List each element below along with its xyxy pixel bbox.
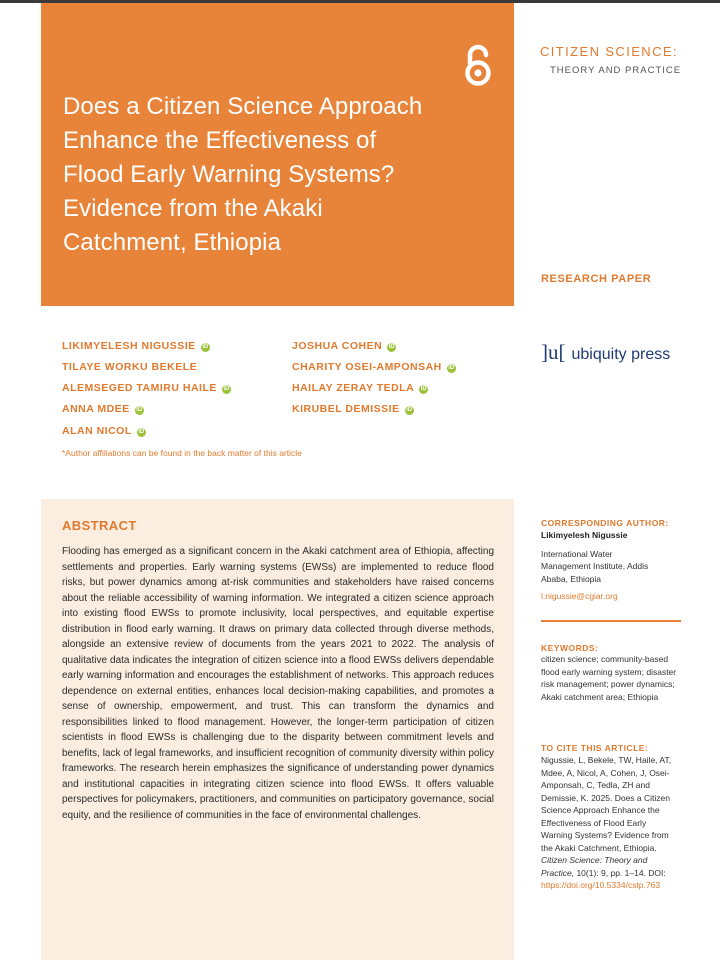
orcid-icon[interactable]: iD [388,344,395,350]
corresponding-author-heading: CORRESPONDING AUTHOR: [541,518,669,528]
journal-name: CITIZEN SCIENCE: [540,44,678,59]
author-name: TILAYE WORKU BEKELE [62,361,198,373]
author-name: LIKIMYELESH NIGUSSIE [62,340,196,352]
keywords-heading: KEYWORDS: [541,643,599,653]
citation-volume: 10(1): 9, pp. 1–14. DOI: [576,867,666,878]
keywords-section [541,643,691,703]
corresponding-author-affiliation: International Water Management Institute, Addis Ababa, Ethiopia [541,548,649,584]
citation-body: Nigussie, L, Bekele, TW, Haile, AT, Mdee, A, Nicol, A, Cohen, J, Osei-Amponsah, C, Tedla, ZH and Demissie, K. 2025. Does a Citizen Science Approach Enhance the Effectiveness of Flood Early Warning Systems? Evidence from the Akaki Catchment, Ethiopia. [541,755,672,853]
author-name: KIRUBEL DEMISSIE [292,403,400,415]
citation-text [541,754,675,892]
author-name: HAILAY ZERAY TEDLA [292,382,415,394]
author-name: ANNA MDEE [62,403,130,415]
article-title: Does a Citizen Science Approach Enhance the Effectiveness of Flood Early Warning Systems? Evidence from the Akaki Catchment, Ethiopia [63,93,423,256]
corresponding-author-email[interactable]: l.nigussie@cgiar.org [541,591,618,601]
open-access-icon [461,44,495,88]
orcid-icon[interactable]: iD [136,407,143,413]
citation-heading: TO CITE THIS ARTICLE: [541,743,649,753]
author-name: JOSHUA COHEN [292,340,383,352]
publisher-logo[interactable] [541,340,670,365]
author-name: CHARITY OSEI-AMPONSAH [292,361,442,373]
citation-doi-link[interactable]: https://doi.org/10.5334/cstp.763 [541,880,661,890]
corresponding-author-name: Likimyelesh Nigussie [541,530,628,540]
author-item[interactable] [62,340,210,352]
citation-section [541,743,691,892]
orcid-icon[interactable]: iD [223,386,230,392]
orcid-icon[interactable]: iD [448,365,455,371]
orcid-icon[interactable]: iD [202,344,209,350]
orcid-icon[interactable]: iD [420,386,427,392]
ubiquity-logo-mark: ]u[ [541,340,566,364]
author-name: ALAN NICOL [62,425,132,437]
keywords-text: citizen science; community-based flood early warning system; disaster risk management; power dynamics; Akaki catchment area; Ethiopia [541,654,677,702]
author-item[interactable] [292,382,428,394]
journal-subtitle: THEORY AND PRACTICE [550,65,682,76]
corresponding-author-section [541,518,691,603]
author-item[interactable] [62,425,146,437]
citation-journal: Citizen Science: Theory and Practice, [541,855,648,878]
author-item[interactable] [62,361,197,373]
abstract-text: Flooding has emerged as a significant concern in the Akaki catchment area of Ethiopia, affecting settlements and properties. Early warning systems (EWSs) are implemented to reduce flood risks, but power dynamics among at-risk communities and stakeholders have raised concerns about the reliable accessibility of warning information. We integrated a citizen science approach into existing flood EWSs to promote inclusivity, local perspectives, and equitable expertise distribution in flood early warning. It draws on primary data collected through diverse methods, alongside an extensive review of documents from the years 2021 to 2022. The analysis of qualitative data indicates the integration of citizen science into a flood EWSs delivers dependable early warning information and encourages the establishment of networks. This approach reduces dependence on external entities, enhances local decision-making capabilities, and promotes a sense of ownership, empowerment, and trust. This can transform the dynamics and responsibilities linked to flood management. However, the longer-term participation of citizen scientists in flood EWSs is challenging due to the disparity between commitment levels and benefits, lack of legal frameworks, and insufficient recognition of community diversity within policy frameworks. The research herein emphasizes the significance of understanding power dynamics and institutional capacities in integrating citizen science into flood EWSs. It offers valuable perspectives for policymakers, practitioners, and communities on participatory governance, social equity, and the resilience of communities in the face of environmental challenges. [62,546,494,821]
author-item[interactable] [62,382,231,394]
author-item[interactable] [62,403,144,415]
orcid-icon[interactable]: iD [406,407,413,413]
paper-type-label: RESEARCH PAPER [541,273,652,285]
author-item[interactable] [292,340,396,352]
author-item[interactable] [292,403,414,415]
author-item[interactable] [292,361,456,373]
sidebar-divider [541,620,681,622]
affiliation-note: *Author affiliations can be found in the back matter of this article [62,448,302,458]
journal-masthead [540,44,720,76]
publisher-name: ubiquity press [571,346,671,363]
abstract-heading: ABSTRACT [62,518,137,533]
author-name: ALEMSEGED TAMIRU HAILE [62,382,217,394]
orcid-icon[interactable]: iD [138,429,145,435]
